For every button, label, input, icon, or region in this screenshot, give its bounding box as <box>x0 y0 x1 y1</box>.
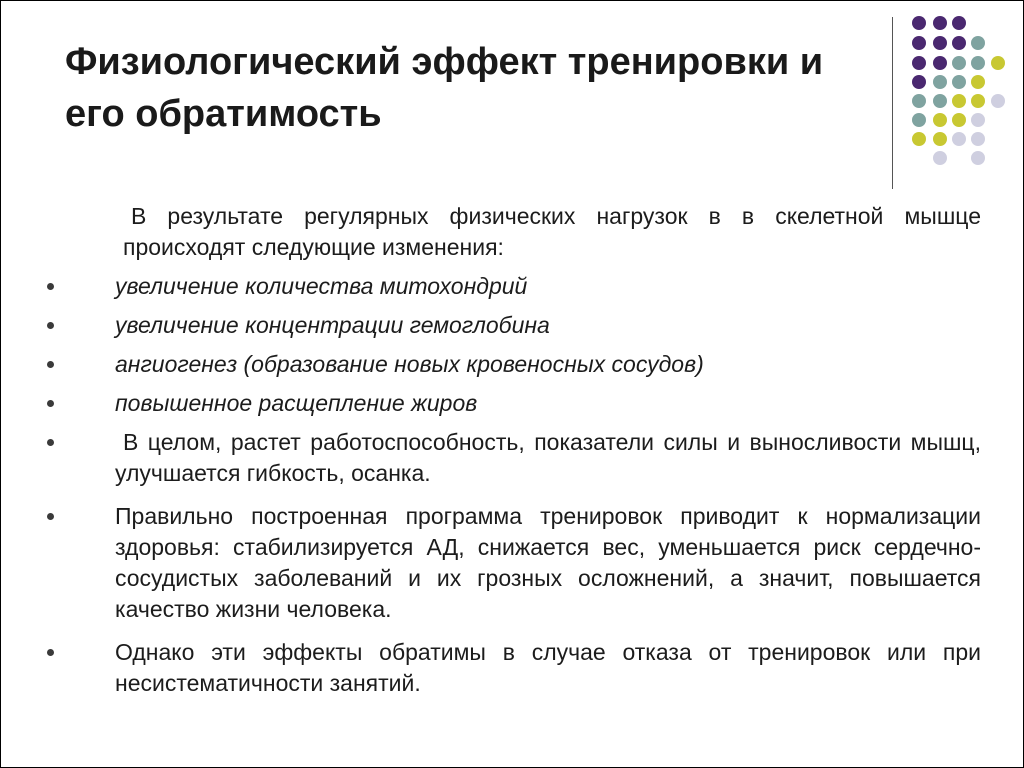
bullet-text: В целом, растет работоспособность, показатели силы и выносливости мышц, улучшается гибкость, осанка. <box>115 429 981 486</box>
dot <box>971 132 985 146</box>
dot <box>933 113 947 127</box>
dot <box>971 56 985 70</box>
dot <box>952 36 966 50</box>
dot <box>952 132 966 146</box>
dot <box>933 151 947 165</box>
dot <box>933 94 947 108</box>
dot <box>952 16 966 30</box>
dot <box>912 16 926 30</box>
dot <box>912 36 926 50</box>
bullet-text: повышенное расщепление жиров <box>115 390 478 416</box>
bullet-item <box>47 501 981 625</box>
dot <box>912 75 926 89</box>
dot <box>912 94 926 108</box>
title-divider <box>892 17 893 189</box>
dot <box>912 113 926 127</box>
bullet-dot-icon <box>47 322 54 329</box>
dot <box>933 75 947 89</box>
dot <box>952 75 966 89</box>
dot <box>933 16 947 30</box>
dot <box>971 94 985 108</box>
bullet-dot-icon <box>47 400 54 407</box>
bullet-dot-icon <box>47 513 54 520</box>
bullet-dot-icon <box>47 283 54 290</box>
slide-body <box>47 201 981 699</box>
slide-title: Физиологический эффект тренировки и его обратимость <box>65 41 824 135</box>
dot <box>971 151 985 165</box>
dot <box>971 113 985 127</box>
dot <box>912 56 926 70</box>
dot <box>933 132 947 146</box>
dot <box>933 56 947 70</box>
bullet-text: ангиогенез (образование новых кровеносных сосудов) <box>115 351 704 377</box>
bullet-dot-icon <box>47 649 54 656</box>
bullet-text: Однако эти эффекты обратимы в случае отказа от тренировок или при несистематичности занятий. <box>115 639 981 696</box>
bullet-item <box>47 310 981 341</box>
bullet-dot-icon <box>47 361 54 368</box>
bullet-dot-icon <box>47 439 54 446</box>
dot <box>991 56 1005 70</box>
dot <box>952 56 966 70</box>
intro-paragraph: В результате регулярных физических нагрузок в в скелетной мышце происходят следующие изменения: <box>123 203 981 260</box>
bullet-item <box>47 349 981 380</box>
dot <box>971 75 985 89</box>
dot <box>952 94 966 108</box>
dot <box>912 132 926 146</box>
bullet-item <box>47 271 981 302</box>
bullet-text: Правильно построенная программа тренировок приводит к нормализации здоровья: стабилизируется АД, снижается вес, уменьшается риск сердечно-сосудистых заболеваний и их грозных осложнений, а значит, повышается качество жизни человека. <box>115 503 981 622</box>
bullet-text: увеличение концентрации гемоглобина <box>115 312 550 338</box>
dot <box>952 113 966 127</box>
bullet-item <box>47 427 981 489</box>
bullet-item <box>47 637 981 699</box>
bullet-item <box>47 388 981 419</box>
dot <box>991 94 1005 108</box>
dot <box>971 36 985 50</box>
bullet-text: увеличение количества митохондрий <box>115 273 528 299</box>
dot <box>933 36 947 50</box>
